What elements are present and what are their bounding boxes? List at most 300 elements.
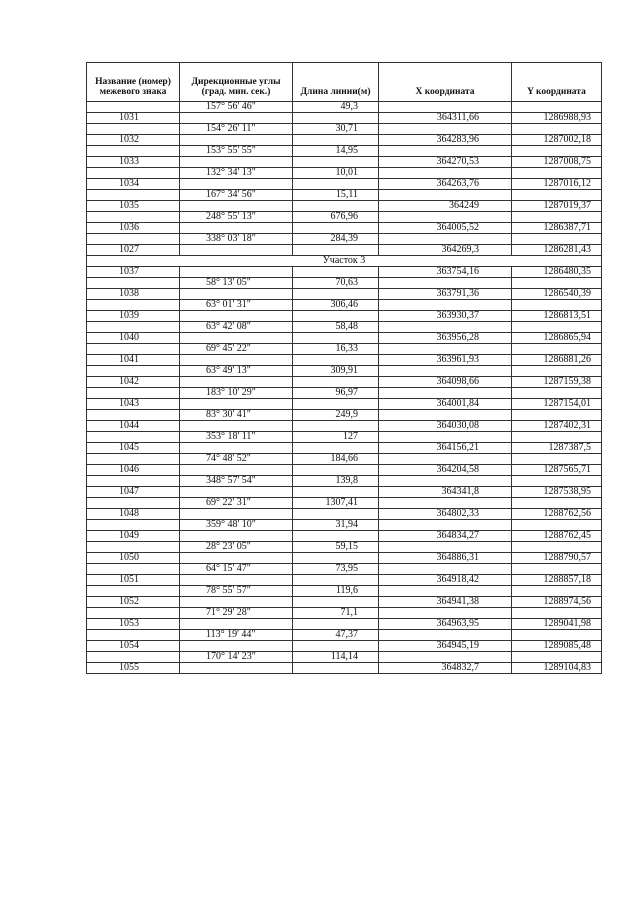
table-row xyxy=(87,465,602,476)
cell-x-coordinate xyxy=(379,102,512,113)
cell-x-coordinate xyxy=(379,190,512,201)
table-row xyxy=(87,564,602,575)
cell-y-coordinate: 1288974,56 xyxy=(512,597,602,608)
cell-y-coordinate xyxy=(512,432,602,443)
table-row xyxy=(87,234,602,245)
cell-y-coordinate: 1286865,94 xyxy=(512,333,602,344)
cell-y-coordinate: 1287159,38 xyxy=(512,377,602,388)
cell-direction-angle xyxy=(180,509,293,520)
table-body-part1 xyxy=(87,102,602,256)
cell-y-coordinate: 1288762,56 xyxy=(512,509,602,520)
cell-line-length xyxy=(293,663,379,674)
cell-line-length: 30,71 xyxy=(293,124,379,135)
cell-direction-angle xyxy=(180,575,293,586)
cell-direction-angle: 78° 55' 57" xyxy=(180,586,293,597)
table-row xyxy=(87,377,602,388)
cell-line-length xyxy=(293,245,379,256)
cell-direction-angle: 353° 18' 11" xyxy=(180,432,293,443)
table-row xyxy=(87,146,602,157)
cell-point-name xyxy=(87,124,180,135)
cell-direction-angle: 113° 19' 44" xyxy=(180,630,293,641)
cell-line-length: 14,95 xyxy=(293,146,379,157)
cell-point-name: 1046 xyxy=(87,465,180,476)
table-row xyxy=(87,498,602,509)
cell-line-length xyxy=(293,553,379,564)
cell-line-length: 15,11 xyxy=(293,190,379,201)
table-row xyxy=(87,322,602,333)
cell-x-coordinate xyxy=(379,300,512,311)
cell-direction-angle: 153° 55' 55" xyxy=(180,146,293,157)
cell-x-coordinate: 364963,95 xyxy=(379,619,512,630)
table-row xyxy=(87,201,602,212)
cell-x-coordinate: 363791,36 xyxy=(379,289,512,300)
cell-point-name: 1050 xyxy=(87,553,180,564)
cell-point-name xyxy=(87,564,180,575)
cell-x-coordinate: 364030,08 xyxy=(379,421,512,432)
cell-x-coordinate: 364270,53 xyxy=(379,157,512,168)
table-row xyxy=(87,168,602,179)
cell-direction-angle xyxy=(180,135,293,146)
cell-direction-angle xyxy=(180,531,293,542)
cell-y-coordinate: 1289104,83 xyxy=(512,663,602,674)
cell-y-coordinate xyxy=(512,476,602,487)
cell-direction-angle xyxy=(180,113,293,124)
table-row xyxy=(87,124,602,135)
table-row xyxy=(87,333,602,344)
cell-point-name: 1032 xyxy=(87,135,180,146)
cell-point-name: 1055 xyxy=(87,663,180,674)
cell-point-name: 1034 xyxy=(87,179,180,190)
cell-y-coordinate xyxy=(512,322,602,333)
cell-y-coordinate: 1287387,5 xyxy=(512,443,602,454)
table-row xyxy=(87,652,602,663)
cell-y-coordinate xyxy=(512,586,602,597)
cell-direction-angle: 83° 30' 41" xyxy=(180,410,293,421)
cell-line-length: 306,46 xyxy=(293,300,379,311)
cell-line-length: 47,37 xyxy=(293,630,379,641)
cell-x-coordinate: 363961,93 xyxy=(379,355,512,366)
cell-line-length: 10,01 xyxy=(293,168,379,179)
cell-point-name xyxy=(87,476,180,487)
cell-x-coordinate: 364941,38 xyxy=(379,597,512,608)
cell-direction-angle: 58° 13' 05" xyxy=(180,278,293,289)
cell-line-length xyxy=(293,465,379,476)
header-name: Название (номер) межевого знака xyxy=(87,63,180,102)
cell-y-coordinate: 1287008,75 xyxy=(512,157,602,168)
cell-point-name: 1043 xyxy=(87,399,180,410)
cell-point-name: 1027 xyxy=(87,245,180,256)
table-row xyxy=(87,432,602,443)
cell-y-coordinate xyxy=(512,168,602,179)
cell-x-coordinate xyxy=(379,652,512,663)
cell-y-coordinate: 1288790,57 xyxy=(512,553,602,564)
cell-x-coordinate xyxy=(379,388,512,399)
cell-line-length: 127 xyxy=(293,432,379,443)
table-row xyxy=(87,311,602,322)
cell-line-length xyxy=(293,179,379,190)
cell-point-name: 1045 xyxy=(87,443,180,454)
cell-x-coordinate: 363930,37 xyxy=(379,311,512,322)
cell-y-coordinate xyxy=(512,608,602,619)
cell-direction-angle: 63° 01' 31" xyxy=(180,300,293,311)
cell-point-name: 1051 xyxy=(87,575,180,586)
cell-point-name xyxy=(87,212,180,223)
table-row xyxy=(87,278,602,289)
header-angle: Дирекционные углы (град. мин. сек.) xyxy=(180,63,293,102)
cell-x-coordinate xyxy=(379,410,512,421)
cell-line-length xyxy=(293,641,379,652)
cell-point-name xyxy=(87,630,180,641)
cell-line-length xyxy=(293,575,379,586)
cell-y-coordinate: 1286480,35 xyxy=(512,267,602,278)
cell-y-coordinate xyxy=(512,212,602,223)
cell-direction-angle xyxy=(180,179,293,190)
cell-line-length xyxy=(293,223,379,234)
cell-y-coordinate: 1287565,71 xyxy=(512,465,602,476)
cell-direction-angle: 64° 15' 47" xyxy=(180,564,293,575)
cell-direction-angle: 154° 26' 11" xyxy=(180,124,293,135)
cell-line-length: 309,91 xyxy=(293,366,379,377)
cell-y-coordinate: 1286813,51 xyxy=(512,311,602,322)
cell-line-length xyxy=(293,289,379,300)
cell-line-length xyxy=(293,421,379,432)
cell-y-coordinate xyxy=(512,454,602,465)
cell-line-length xyxy=(293,597,379,608)
cell-y-coordinate: 1287019,37 xyxy=(512,201,602,212)
cell-line-length: 49,3 xyxy=(293,102,379,113)
header-x: X координата xyxy=(379,63,512,102)
cell-y-coordinate xyxy=(512,410,602,421)
table-row xyxy=(87,355,602,366)
cell-line-length: 16,33 xyxy=(293,344,379,355)
table-row xyxy=(87,619,602,630)
cell-point-name xyxy=(87,366,180,377)
cell-y-coordinate xyxy=(512,652,602,663)
cell-x-coordinate xyxy=(379,608,512,619)
cell-x-coordinate xyxy=(379,124,512,135)
table-row xyxy=(87,553,602,564)
cell-x-coordinate xyxy=(379,146,512,157)
cell-x-coordinate: 364311,66 xyxy=(379,113,512,124)
table-row xyxy=(87,630,602,641)
cell-y-coordinate: 1289085,48 xyxy=(512,641,602,652)
cell-direction-angle xyxy=(180,201,293,212)
cell-y-coordinate: 1287154,01 xyxy=(512,399,602,410)
cell-line-length: 184,66 xyxy=(293,454,379,465)
table-row xyxy=(87,245,602,256)
cell-y-coordinate: 1287002,18 xyxy=(512,135,602,146)
cell-line-length: 71,1 xyxy=(293,608,379,619)
cell-point-name xyxy=(87,432,180,443)
table-row xyxy=(87,542,602,553)
cell-direction-angle xyxy=(180,487,293,498)
cell-point-name: 1042 xyxy=(87,377,180,388)
cell-x-coordinate xyxy=(379,498,512,509)
cell-direction-angle: 63° 49' 13" xyxy=(180,366,293,377)
cell-point-name: 1039 xyxy=(87,311,180,322)
cell-point-name xyxy=(87,234,180,245)
table-body-part2 xyxy=(87,267,602,674)
table-row xyxy=(87,487,602,498)
cell-direction-angle: 359° 48' 10" xyxy=(180,520,293,531)
cell-line-length xyxy=(293,487,379,498)
cell-direction-angle xyxy=(180,245,293,256)
table-row xyxy=(87,157,602,168)
cell-line-length xyxy=(293,509,379,520)
cell-direction-angle xyxy=(180,333,293,344)
cell-x-coordinate: 364832,7 xyxy=(379,663,512,674)
cell-y-coordinate xyxy=(512,498,602,509)
table-row xyxy=(87,421,602,432)
cell-line-length xyxy=(293,355,379,366)
cell-x-coordinate: 364001,84 xyxy=(379,399,512,410)
cell-x-coordinate: 364156,21 xyxy=(379,443,512,454)
cell-x-coordinate xyxy=(379,564,512,575)
cell-direction-angle: 157° 56' 46" xyxy=(180,102,293,113)
cell-point-name: 1054 xyxy=(87,641,180,652)
cell-direction-angle xyxy=(180,641,293,652)
cell-direction-angle: 69° 22' 31" xyxy=(180,498,293,509)
cell-point-name xyxy=(87,102,180,113)
cell-line-length: 249,9 xyxy=(293,410,379,421)
cell-x-coordinate xyxy=(379,586,512,597)
cell-direction-angle xyxy=(180,421,293,432)
cell-point-name xyxy=(87,168,180,179)
cell-y-coordinate xyxy=(512,300,602,311)
cell-y-coordinate xyxy=(512,146,602,157)
cell-direction-angle: 248° 55' 13" xyxy=(180,212,293,223)
cell-x-coordinate: 364802,33 xyxy=(379,509,512,520)
cell-x-coordinate: 364341,8 xyxy=(379,487,512,498)
cell-direction-angle xyxy=(180,355,293,366)
cell-x-coordinate: 363956,28 xyxy=(379,333,512,344)
cell-direction-angle: 28° 23' 05" xyxy=(180,542,293,553)
cell-line-length xyxy=(293,113,379,124)
cell-point-name xyxy=(87,498,180,509)
cell-direction-angle xyxy=(180,311,293,322)
cell-point-name: 1044 xyxy=(87,421,180,432)
cell-point-name xyxy=(87,278,180,289)
cell-line-length xyxy=(293,333,379,344)
cell-direction-angle: 71° 29' 28" xyxy=(180,608,293,619)
cell-x-coordinate: 364204,58 xyxy=(379,465,512,476)
cell-line-length: 139,8 xyxy=(293,476,379,487)
cell-direction-angle: 132° 34' 13" xyxy=(180,168,293,179)
cell-line-length: 31,94 xyxy=(293,520,379,531)
cell-line-length xyxy=(293,443,379,454)
table-row xyxy=(87,300,602,311)
cell-line-length xyxy=(293,311,379,322)
cell-x-coordinate xyxy=(379,278,512,289)
cell-point-name: 1048 xyxy=(87,509,180,520)
cell-y-coordinate: 1289041,98 xyxy=(512,619,602,630)
cell-point-name: 1049 xyxy=(87,531,180,542)
table-row xyxy=(87,267,602,278)
cell-x-coordinate xyxy=(379,454,512,465)
cell-point-name xyxy=(87,542,180,553)
cell-point-name: 1036 xyxy=(87,223,180,234)
cell-y-coordinate: 1286540,39 xyxy=(512,289,602,300)
cell-point-name: 1031 xyxy=(87,113,180,124)
cell-x-coordinate: 364834,27 xyxy=(379,531,512,542)
cell-x-coordinate xyxy=(379,476,512,487)
cell-direction-angle xyxy=(180,267,293,278)
cell-point-name xyxy=(87,322,180,333)
cell-direction-angle xyxy=(180,663,293,674)
cell-x-coordinate: 364918,42 xyxy=(379,575,512,586)
cell-line-length: 1307,41 xyxy=(293,498,379,509)
cell-direction-angle xyxy=(180,619,293,630)
cell-point-name: 1047 xyxy=(87,487,180,498)
cell-direction-angle: 348° 57' 54" xyxy=(180,476,293,487)
cell-direction-angle: 69° 45' 22" xyxy=(180,344,293,355)
cell-direction-angle xyxy=(180,443,293,454)
cell-line-length: 70,63 xyxy=(293,278,379,289)
cell-direction-angle: 63° 42' 08" xyxy=(180,322,293,333)
table-row xyxy=(87,212,602,223)
cell-line-length xyxy=(293,201,379,212)
cell-line-length: 59,15 xyxy=(293,542,379,553)
cell-direction-angle xyxy=(180,377,293,388)
cell-y-coordinate xyxy=(512,564,602,575)
cell-y-coordinate: 1286387,71 xyxy=(512,223,602,234)
table-row xyxy=(87,641,602,652)
header-y: Y координата xyxy=(512,63,602,102)
table-row xyxy=(87,509,602,520)
cell-x-coordinate xyxy=(379,168,512,179)
cell-line-length: 114,14 xyxy=(293,652,379,663)
cell-point-name xyxy=(87,190,180,201)
cell-line-length xyxy=(293,135,379,146)
cell-point-name: 1035 xyxy=(87,201,180,212)
cell-line-length: 58,48 xyxy=(293,322,379,333)
boundary-coordinates-table xyxy=(86,62,602,674)
cell-point-name: 1053 xyxy=(87,619,180,630)
cell-x-coordinate xyxy=(379,630,512,641)
cell-y-coordinate xyxy=(512,190,602,201)
cell-line-length xyxy=(293,619,379,630)
table-row xyxy=(87,663,602,674)
cell-y-coordinate xyxy=(512,102,602,113)
cell-x-coordinate: 363754,16 xyxy=(379,267,512,278)
cell-point-name xyxy=(87,586,180,597)
table-row xyxy=(87,575,602,586)
cell-x-coordinate: 364249 xyxy=(379,201,512,212)
cell-line-length: 96,97 xyxy=(293,388,379,399)
table-row xyxy=(87,597,602,608)
table-row xyxy=(87,102,602,113)
table-row xyxy=(87,388,602,399)
cell-y-coordinate xyxy=(512,520,602,531)
table-header-row xyxy=(87,63,602,102)
cell-point-name: 1033 xyxy=(87,157,180,168)
cell-point-name: 1041 xyxy=(87,355,180,366)
cell-point-name xyxy=(87,608,180,619)
cell-line-length: 119,6 xyxy=(293,586,379,597)
cell-y-coordinate: 1286988,93 xyxy=(512,113,602,124)
cell-y-coordinate: 1286881,26 xyxy=(512,355,602,366)
cell-line-length: 676,96 xyxy=(293,212,379,223)
cell-direction-angle xyxy=(180,289,293,300)
cell-y-coordinate: 1286281,43 xyxy=(512,245,602,256)
cell-direction-angle: 183° 10' 29" xyxy=(180,388,293,399)
cell-point-name xyxy=(87,652,180,663)
table-row xyxy=(87,113,602,124)
cell-x-coordinate: 364263,76 xyxy=(379,179,512,190)
cell-line-length xyxy=(293,377,379,388)
cell-x-coordinate: 364945,19 xyxy=(379,641,512,652)
cell-x-coordinate xyxy=(379,432,512,443)
cell-direction-angle xyxy=(180,597,293,608)
cell-y-coordinate xyxy=(512,366,602,377)
table-row xyxy=(87,454,602,465)
cell-direction-angle xyxy=(180,399,293,410)
table-row xyxy=(87,179,602,190)
cell-y-coordinate xyxy=(512,630,602,641)
table-row xyxy=(87,289,602,300)
table-row xyxy=(87,443,602,454)
cell-y-coordinate xyxy=(512,542,602,553)
cell-point-name: 1038 xyxy=(87,289,180,300)
table-row xyxy=(87,586,602,597)
cell-x-coordinate xyxy=(379,234,512,245)
header-length: Длина линии(м) xyxy=(293,63,379,102)
cell-line-length xyxy=(293,267,379,278)
cell-direction-angle xyxy=(180,465,293,476)
cell-line-length xyxy=(293,157,379,168)
table-row xyxy=(87,608,602,619)
cell-x-coordinate: 364886,31 xyxy=(379,553,512,564)
cell-y-coordinate: 1288857,18 xyxy=(512,575,602,586)
table-row xyxy=(87,190,602,201)
cell-direction-angle xyxy=(180,223,293,234)
cell-point-name xyxy=(87,300,180,311)
table-row xyxy=(87,135,602,146)
cell-line-length xyxy=(293,531,379,542)
cell-point-name xyxy=(87,388,180,399)
section-label: Участок 3 xyxy=(87,256,602,267)
table-row xyxy=(87,344,602,355)
cell-y-coordinate xyxy=(512,278,602,289)
cell-direction-angle: 338° 03' 18" xyxy=(180,234,293,245)
cell-y-coordinate xyxy=(512,234,602,245)
cell-x-coordinate: 364283,96 xyxy=(379,135,512,146)
cell-y-coordinate xyxy=(512,124,602,135)
cell-direction-angle xyxy=(180,553,293,564)
cell-direction-angle: 74° 48' 52" xyxy=(180,454,293,465)
cell-direction-angle: 170° 14' 23" xyxy=(180,652,293,663)
cell-x-coordinate xyxy=(379,344,512,355)
cell-point-name: 1052 xyxy=(87,597,180,608)
cell-direction-angle xyxy=(180,157,293,168)
cell-point-name xyxy=(87,146,180,157)
cell-y-coordinate: 1287016,12 xyxy=(512,179,602,190)
cell-point-name: 1040 xyxy=(87,333,180,344)
cell-point-name xyxy=(87,410,180,421)
table-row xyxy=(87,531,602,542)
cell-point-name xyxy=(87,344,180,355)
table-row xyxy=(87,410,602,421)
table-row xyxy=(87,366,602,377)
cell-point-name xyxy=(87,520,180,531)
table-row xyxy=(87,476,602,487)
cell-x-coordinate: 364098,66 xyxy=(379,377,512,388)
cell-direction-angle: 167° 34' 56" xyxy=(180,190,293,201)
cell-point-name: 1037 xyxy=(87,267,180,278)
cell-y-coordinate xyxy=(512,344,602,355)
cell-x-coordinate xyxy=(379,366,512,377)
cell-x-coordinate xyxy=(379,322,512,333)
